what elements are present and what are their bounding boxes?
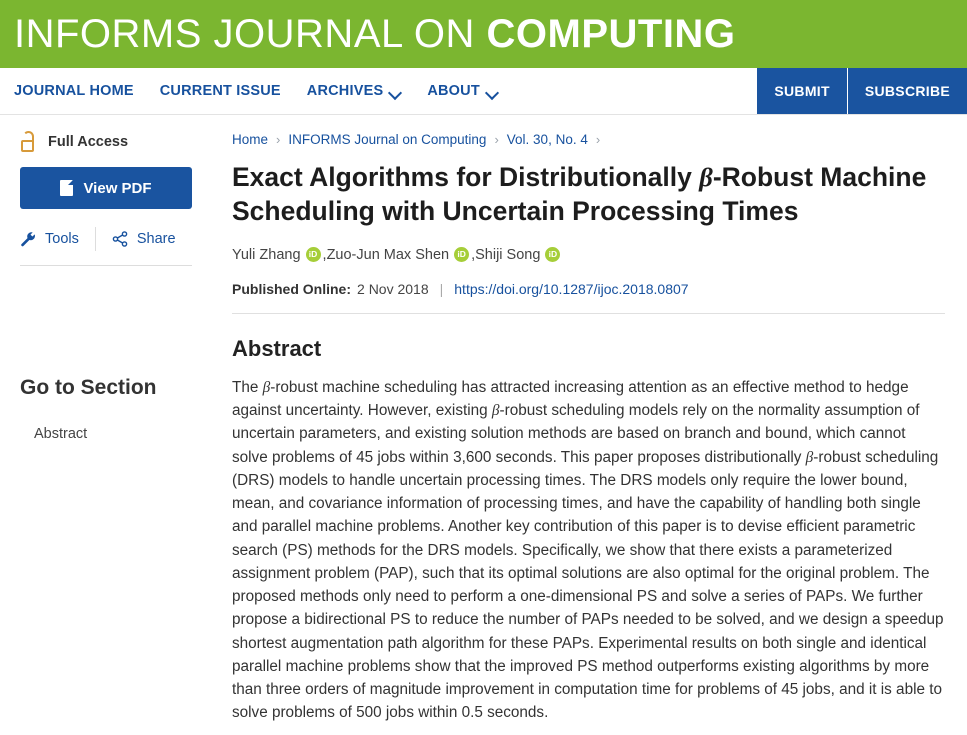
abstract-symbol: β — [805, 448, 814, 466]
journal-title-light: INFORMS JOURNAL ON — [14, 11, 487, 56]
nav-label-archives: ARCHIVES — [306, 83, 384, 99]
site-masthead — [0, 0, 967, 68]
nav-item-about[interactable] — [427, 83, 498, 99]
orcid-icon[interactable]: iD — [454, 247, 469, 262]
chevron-down-icon — [390, 88, 401, 95]
author-list — [232, 247, 945, 263]
journal-title[interactable] — [14, 12, 735, 57]
author-name[interactable]: Yuli Zhang — [232, 246, 301, 263]
nav-item-archives[interactable] — [307, 83, 402, 99]
author-separator: , — [322, 246, 327, 263]
nav-label-about: ABOUT — [427, 83, 480, 99]
page-body — [0, 115, 967, 735]
journal-title-bold: COMPUTING — [486, 11, 736, 56]
abstract-segment: The — [232, 378, 263, 396]
subscribe-button[interactable]: SUBSCRIBE — [847, 68, 967, 114]
breadcrumb-separator: › — [494, 132, 499, 147]
main-navigation — [0, 68, 967, 115]
chevron-down-icon — [487, 88, 498, 95]
nav-links — [0, 68, 756, 114]
abstract-symbol: β — [491, 402, 500, 420]
pdf-file-icon — [60, 180, 73, 196]
breadcrumb-separator: › — [276, 132, 281, 147]
share-button[interactable] — [112, 231, 176, 247]
view-pdf-label: View PDF — [83, 179, 152, 197]
abstract-text — [232, 376, 945, 725]
published-online-label: Published Online: — [232, 280, 352, 297]
tools-divider — [95, 227, 96, 251]
nav-label-current-issue: CURRENT ISSUE — [159, 83, 281, 99]
publication-info — [232, 281, 945, 314]
doi-link[interactable]: https://doi.org/10.1287/ijoc.2018.0807 — [454, 280, 689, 297]
article-content — [212, 115, 967, 735]
tools-row — [20, 227, 192, 266]
nav-item-current-issue[interactable] — [160, 83, 281, 99]
orcid-icon[interactable]: iD — [306, 247, 321, 262]
author-name[interactable]: Zuo-Jun Max Shen — [326, 246, 450, 263]
breadcrumb-separator: › — [595, 132, 601, 147]
abstract-heading: Abstract — [232, 335, 322, 361]
view-pdf-button[interactable] — [20, 167, 192, 209]
go-to-section-title: Go to Section — [20, 376, 157, 399]
breadcrumb — [232, 132, 945, 147]
tools-button[interactable] — [20, 231, 79, 247]
access-status — [20, 131, 192, 153]
breadcrumb-item-journal[interactable]: INFORMS Journal on Computing — [288, 132, 487, 147]
published-date: 2 Nov 2018 — [357, 280, 429, 297]
abstract-symbol: β — [262, 378, 271, 396]
article-title-part2: -Robust Machine Scheduling with Uncertain Processing Times — [232, 162, 927, 226]
article-title-part1: Exact Algorithms for Distributionally — [232, 162, 700, 192]
abstract-segment: -robust scheduling (DRS) models to handle uncertain processing times. The DRS models only require the lower bound, mean, and covariance information of processing times, and have the capability of handling both single and parallel machine problems. Another key contribution of this paper is to devise efficient parametric search (PS) methods for the DRS models. Specifically, we show that there exists a parameterized assignment problem (PAP), such that its optimal solutions are also optimal for the original problem. The proposed methods only need to perform a one-dimensional PS and solve a series of PAPs. We further propose a bidirectional PS to reduce the number of PAPs needed to be solved, and we design a speedup shortest augmentation path algorithm for these PAPs. Experimental results on both single and identical parallel machine problems show that the improved PS method outperforms existing algorithms by more than three orders of magnitude improvement in computation time for problems of 45 jobs, and it is able to solve problems of 500 jobs within 0.5 seconds. — [232, 448, 944, 722]
unlock-icon — [20, 131, 38, 153]
nav-item-journal-home[interactable] — [14, 83, 134, 99]
article-title-beta: β — [699, 162, 713, 192]
share-label: Share — [136, 231, 176, 247]
submit-button[interactable]: SUBMIT — [756, 68, 846, 114]
tools-label: Tools — [45, 231, 79, 247]
orcid-icon[interactable]: iD — [545, 247, 560, 262]
pub-divider: | — [439, 280, 444, 297]
nav-label-journal-home: JOURNAL HOME — [14, 83, 134, 99]
breadcrumb-item-volume[interactable]: Vol. 30, No. 4 — [506, 132, 588, 147]
wrench-icon — [20, 231, 36, 247]
article-sidebar — [0, 115, 212, 735]
share-icon — [112, 231, 128, 247]
nav-action-buttons — [756, 68, 967, 114]
author-name[interactable]: Shiji Song — [475, 246, 541, 263]
author-separator: , — [471, 246, 476, 263]
abstract-segment: -robust scheduling models rely on the normality assumption of uncertain parameters, and existing solution methods are based on branch and bound, which cannot solve problems of 45 jobs within 3,600 seconds. This paper proposes distributionally — [232, 402, 920, 466]
sidebar-item-abstract[interactable]: Abstract — [34, 426, 88, 442]
abstract-segment: -robust machine scheduling has attracted increasing attention as an effective method to hedge against uncertainty. However, existing — [232, 378, 909, 420]
page-title — [232, 161, 945, 229]
breadcrumb-item-home[interactable]: Home — [232, 132, 269, 147]
access-label: Full Access — [48, 134, 129, 150]
